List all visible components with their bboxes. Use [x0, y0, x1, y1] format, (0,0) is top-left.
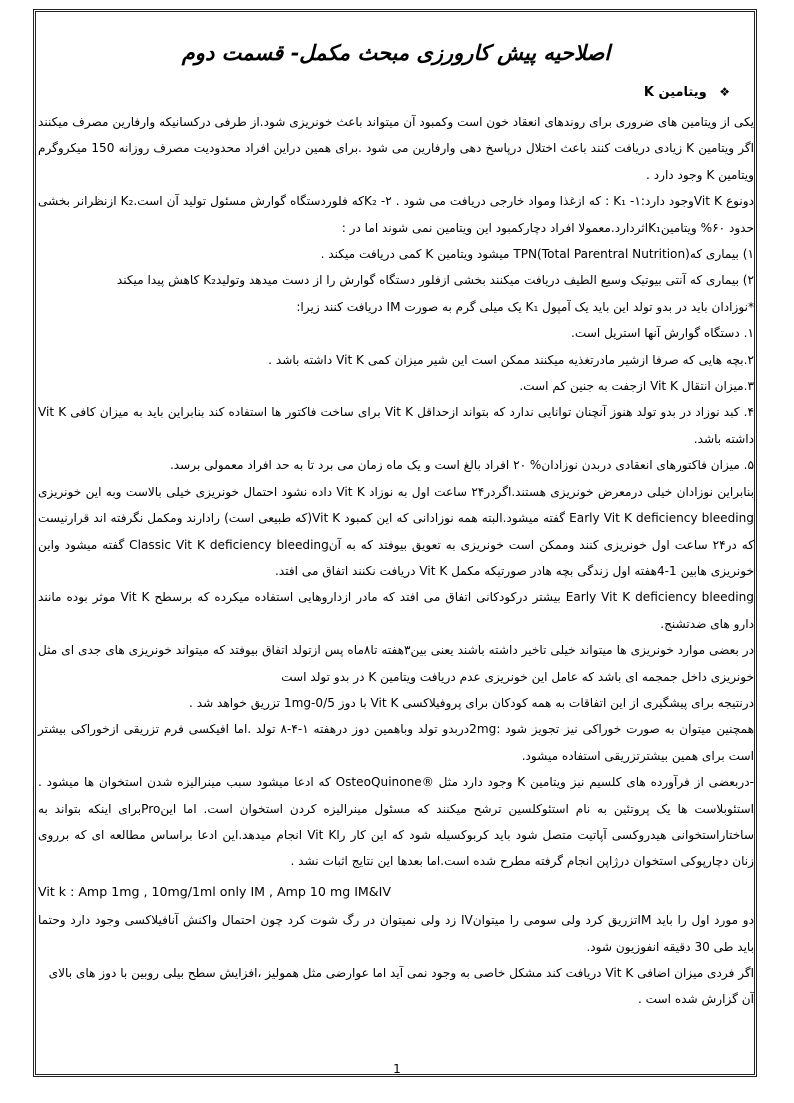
paragraph: دو مورد اول را باید IMتزریق کرد ولی سومی را میتوانIV زد ولی نمیتوان در رگ شوت کرد چون احتمال واکنش آنافیلاکسی وجود دارد وحتما باید طی 30 دقیقه انفوزیون شود.	[38, 913, 754, 954]
paragraph: اگر فردی میزان اضافی Vit K دریافت کند مشکل خاصی به وجود نمی آید اما عوارضی مثل همولیز ،افزایش سطح بیلی روبین با دوز های بالای آن گزارش شده است .	[48, 966, 754, 1007]
paragraph: در بعضی موارد خونریزی ها میتواند خیلی تاخیر داشته باشند یعنی بین۳هفته تا۸ماه پس ازتولد اتفاق بیوفتد که میتواند خونریزی های جدی ای مثل خونریزی داخل جمجمه ای باشد که عامل این خونریزی عدم دریافت ویتامین K در بدو تولد است	[38, 643, 754, 684]
paragraph: دونوع Vit Kوجود دارد:۱- K₁ : که ازغذا ومواد خارجی دریافت می شود . ۲- K₂که فلوردستگاه گوارش مسئول تولید آن است.K₂ ازنظرانر بخشی حدود ۶۰% ویتامینK₁اثردارد.معمولا افراد دچارکمبود این ویتامین نمی شوند اما در :	[38, 194, 754, 235]
paragraph: Early Vit K deficiency bleeding بیشتر درکودکانی اتفاق می افتد که مادر ازداروهایی استفاده میکرده که برسطح Vit K موثر بوده مانند دارو های ضدتشنج.	[38, 590, 754, 631]
document-title: اصلاحیه پیش کارورزی مبحث مکمل- قسمت دوم	[181, 40, 611, 65]
paragraph: بنابراین نوزادان خیلی درمعرض خونریزی هستند.اگردر۲۴ ساعت اول به نوزاد Vit K داده نشود احتمال خونریزی خیلی بالاست وبه این خونریزی Early Vit K deficiency bleeding گفته میشود.البته همه نوزادانی که این کمبود Vit K(که طبیعی است) رادارند ومکمل نگرفته اند قرارنیست که در۲۴ ساعت اول خونریزی کنند وممکن است خونریزی به تعویق بیوفتد که به آنClassic Vit K deficiency bleeding گفته میشود واین خونریزی هابین 1-4هفته اول زندگی بچه هادر صورتیکه مکمل Vit K دریافت نکنند اتفاق می افتد.	[38, 484, 755, 578]
paragraph: ۱. دستگاه گوارش آنها استریل است.	[571, 326, 754, 341]
section-heading-text: ویتامین K	[643, 85, 707, 100]
document-body	[38, 40, 754, 1013]
paragraph: ۳.میزان انتقال Vit K ازجفت به جنین کم است.	[519, 379, 754, 394]
paragraph: ۵. میزان فاکتورهای انعقادی دربدن نوزادان% ۲۰ افراد بالغ است و یک ماه زمان می برد تا به حد افراد معمولی برسد.	[169, 458, 754, 473]
paragraph: ۲) بیماری که آنتی بیوتیک وسیع الطیف دریافت میکنند بخشی ازفلور دستگاه گوارش را از دست میدهد وتولیدK₂ کاهش پیدا میکند	[116, 273, 754, 288]
page-number: 1	[393, 1062, 401, 1076]
paragraph: *نوزادان باید در بدو تولد این باید یک آمپول K₁ یک میلی گرم به صورت IM دریافت کنند زیرا:	[296, 299, 754, 314]
dosing-line: Vit k : Amp 1mg , 10mg/1ml only IM , Amp 10 mg IM&IV	[38, 883, 391, 899]
paragraph: درنتیجه برای پیشگیری از این اتفاقات به همه کودکان برای پروفیلاکسی Vit K با دوز 0/5-1mg تزریق خواهد شد .	[189, 695, 754, 710]
diamond-bullet-icon: ❖	[719, 85, 730, 99]
paragraph: ۱) بیماری کهTPN(Total Parentral Nutrition) میشود ویتامین K کمی دریافت میکند .	[320, 247, 754, 262]
section-heading	[38, 83, 730, 102]
paragraph: ۲.بچه هایی که صرفا ازشیر مادرتغذیه میکنند ممکن است این شیر میزان کمی Vit K داشته باشد .	[268, 352, 754, 367]
paragraph: یکی از ویتامین های ضروری برای روندهای انعقاد خون است وکمبود آن میتواند باعث خونریزی شود.از طرفی درکسانیکه وارفارین مصرف میکنند اگر ویتامین K زیادی دریافت کنند باعث اختلال درپاسخ دهی وارفارین می شود .برای همین دراین افراد محدودیت مصرف روزانه 150 میکروگرم ویتامین K وجود دارد .	[38, 115, 754, 182]
paragraph: ۴. کبد نوزاد در بدو تولد هنوز آنچنان توانایی ندارد که بتواند ازحداقل Vit K برای ساخت فاکتور ها استفاده کند بنابراین باید به میزان کافی Vit K داشته باشد.	[38, 405, 754, 446]
paragraph: -دربعضی از فرآورده های کلسیم نیز ویتامین K وجود دارد مثل ®OsteoQuinone که ادعا میشود سبب مینرالیزه شدن استخوان ها میشود . استئوبلاست ها یک پروتئین به نام استئوکلسین ترشح میکنند که مسئول مینرالیزه کردن استخوان است. اما اینProبرای اینکه بتواند به ساختاراستخوانی هیدروکسی آپاتیت متصل شود باید کربوکسیله شود که این کار راVit K انجام میدهد.این ادعا براساس مطالعه ای که برروی زنان دچارپوکی استخوان درژاپن انجام گرفته مطرح شده است.اما بعدها این نتایج اثبات نشد .	[38, 775, 755, 869]
paragraph: همچنین میتوان به صورت خوراکی نیز تجویز شود :2mgدربدو تولد وباهمین دوز درهفته ۱-۴-۸ تولد .اما افیکسی فرم تزریقی ازخوراکی بیشتر است برای همین بیشترتزریقی استفاده میشود.	[38, 722, 755, 763]
